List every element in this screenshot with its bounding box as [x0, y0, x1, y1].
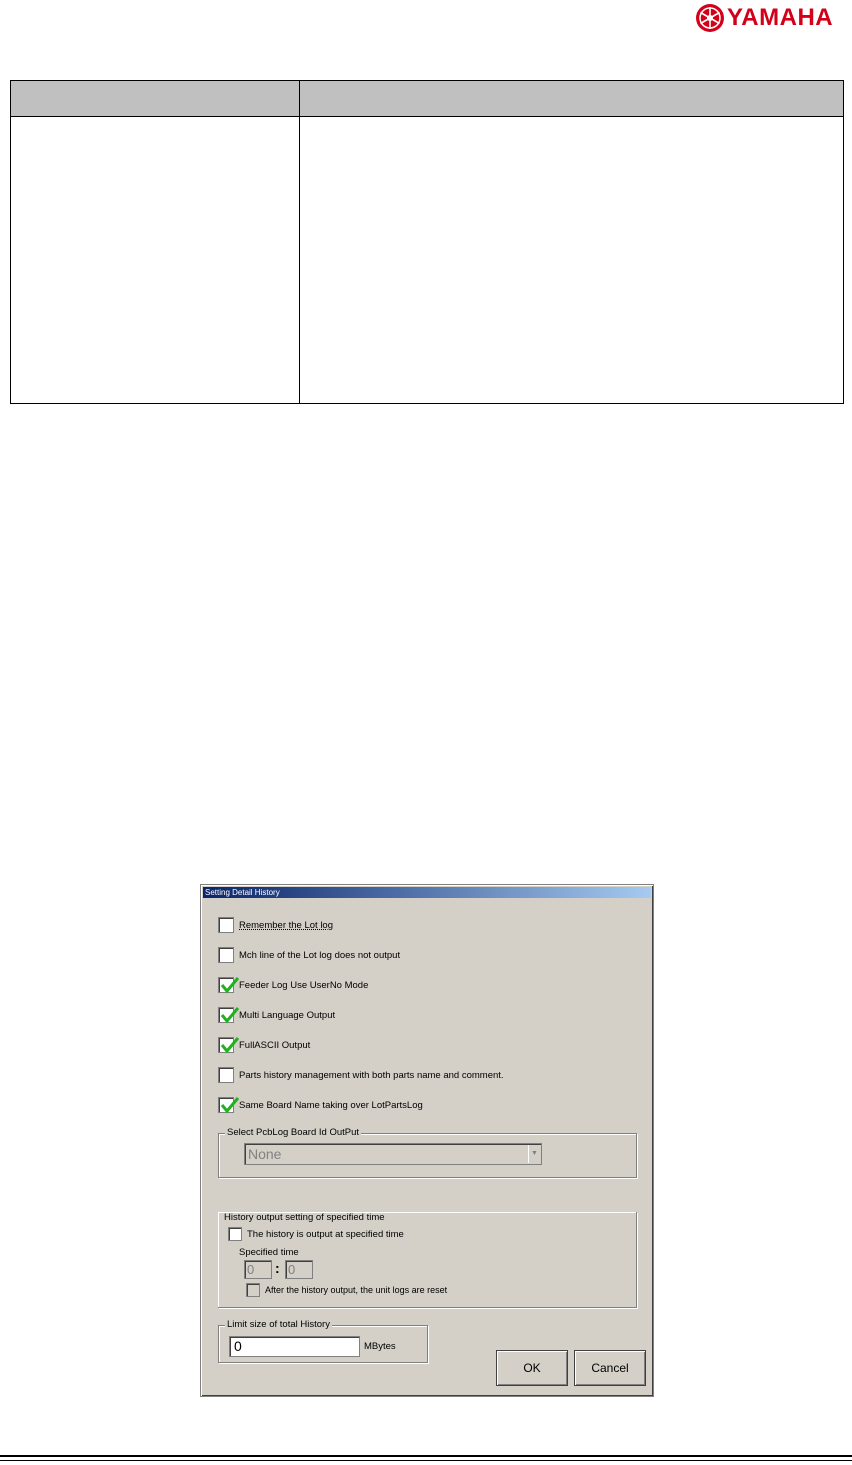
checkbox-box[interactable] [218, 917, 234, 933]
limit-size-group [218, 1319, 428, 1363]
time-separator: : [275, 1260, 280, 1276]
full-ascii-checkbox[interactable] [218, 1036, 310, 1054]
checkbox-box[interactable] [218, 1097, 234, 1113]
hour-input[interactable]: 0 [244, 1260, 272, 1279]
checkmark-icon [220, 1036, 240, 1054]
feeder-log-checkbox[interactable] [218, 976, 368, 994]
checkbox-box[interactable] [218, 1007, 234, 1023]
parts-history-checkbox[interactable] [218, 1066, 504, 1084]
history-at-time-checkbox[interactable] [228, 1226, 404, 1242]
checkbox-label: After the history output, the unit logs are reset [265, 1285, 448, 1295]
ok-button[interactable]: OK [496, 1350, 568, 1386]
checkbox-label: Same Board Name taking over LotPartsLog [239, 1099, 423, 1111]
checkmark-icon [220, 1006, 240, 1024]
pcblog-board-id-select[interactable] [244, 1143, 542, 1165]
specified-time-label: Specified time [239, 1247, 299, 1258]
chevron-down-icon[interactable]: ▼ [528, 1145, 540, 1163]
remember-lot-log-checkbox[interactable] [218, 916, 333, 934]
multi-language-checkbox[interactable] [218, 1006, 335, 1024]
checkbox-box[interactable] [218, 1067, 234, 1083]
checkbox-box[interactable] [218, 1037, 234, 1053]
document-table [10, 80, 844, 404]
checkbox-box[interactable] [218, 947, 234, 963]
checkbox-box[interactable] [228, 1227, 242, 1241]
limit-size-input[interactable]: 0 [229, 1336, 360, 1357]
checkmark-icon [220, 1096, 240, 1114]
checkbox-label: Multi Language Output [239, 1009, 336, 1021]
same-board-name-checkbox[interactable] [218, 1096, 423, 1114]
minute-input[interactable]: 0 [285, 1260, 313, 1279]
setting-detail-history-dialog [200, 884, 654, 1397]
brand-name: YAMAHA [727, 4, 834, 31]
reset-unit-logs-checkbox[interactable] [246, 1282, 447, 1298]
tuning-fork-emblem-icon [695, 3, 725, 33]
checkbox-label: FullASCII Output [239, 1039, 311, 1051]
checkmark-icon [220, 976, 240, 994]
checkbox-label: The history is output at specified time [247, 1228, 404, 1240]
cancel-button[interactable]: Cancel [574, 1350, 646, 1386]
dialog-title: Setting Detail History [203, 887, 651, 898]
checkbox-label: Mch line of the Lot log does not output [239, 949, 401, 961]
checkbox-label: Parts history management with both parts name and comment. [239, 1069, 504, 1081]
group-title: Limit size of total History [227, 1319, 330, 1330]
checkbox-box[interactable] [218, 977, 234, 993]
checkbox-box[interactable] [246, 1283, 260, 1297]
group-title: History output setting of specified time [224, 1212, 385, 1223]
history-output-group [218, 1212, 637, 1308]
footer-rule-thick [0, 1455, 852, 1457]
checkbox-label: Remember the Lot log [239, 919, 333, 931]
mch-line-checkbox[interactable] [218, 946, 400, 964]
checkbox-label: Feeder Log Use UserNo Mode [239, 979, 369, 991]
mbytes-unit-label: MBytes [364, 1341, 396, 1352]
table-column-divider [299, 81, 300, 403]
select-value: None [248, 1146, 282, 1162]
group-title: Select PcbLog Board Id OutPut [227, 1127, 360, 1138]
table-header-row [11, 81, 843, 117]
footer-rule-thin [0, 1460, 852, 1461]
pcblog-board-id-group [218, 1127, 637, 1178]
yamaha-logo [695, 0, 833, 36]
